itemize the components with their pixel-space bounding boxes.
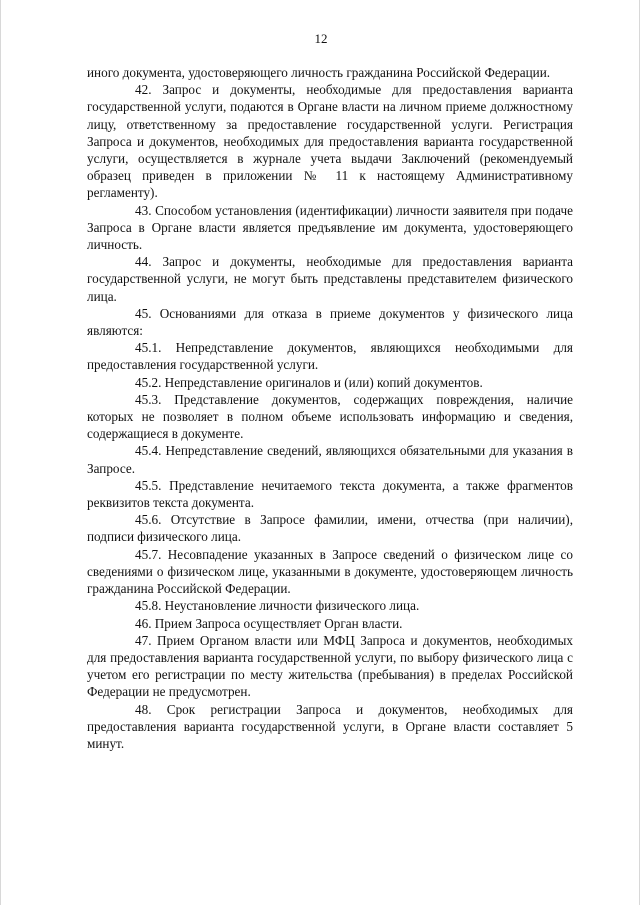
paragraph-42: 42. Запрос и документы, необходимые для предоставления варианта государственной услуги, подаются в Органе власти на личном приеме должностному лицу, ответственному за предоставление государственной услуги. Регистрация Запроса и документов, необходимых для предоставления варианта государственной услуги, осуществляется в журнале учета выдачи Заключений (рекомендуемый образец приведен в приложении № 11 к настоящему Административному регламенту). xyxy=(87,82,573,201)
paragraph-45-1: 45.1. Непредставление документов, являющихся необходимыми для предоставления государственной услуги. xyxy=(87,340,573,373)
paragraph-48: 48. Срок регистрации Запроса и документов, необходимых для предоставления варианта государственной услуги, в Органе власти составляет 5 минут. xyxy=(87,701,573,751)
paragraph-continuation: иного документа, удостоверяющего личность гражданина Российской Федерации. xyxy=(87,65,551,80)
paragraph-46: 46. Прием Запроса осуществляет Орган власти. xyxy=(135,615,403,631)
paragraph-45-7: 45.7. Несовпадение указанных в Запросе сведений о физическом лице со сведениями о физическом лице, указанными в документе, удостоверяющем личность гражданина Российской Федерации. xyxy=(87,546,573,597)
document-body xyxy=(87,64,573,752)
paragraph-45-8: 45.8. Неустановление личности физического лица. xyxy=(135,598,420,614)
paragraph-45-4: 45.4. Непредставление сведений, являющихся обязательными для указания в Запросе. xyxy=(87,443,573,476)
paragraph-45-6: 45.6. Отсутствие в Запросе фамилии, имени, отчества (при наличии), подписи физического лица. xyxy=(87,512,573,545)
paragraph-45-5: 45.5. Представление нечитаемого текста документа, а также фрагментов реквизитов текста документа. xyxy=(87,477,573,511)
paragraph-43: 43. Способом установления (идентификации) личности заявителя при подаче Запроса в Органе власти является предъявление им документа, удостоверяющего личность. xyxy=(87,202,573,253)
paragraph-44: 44. Запрос и документы, необходимые для предоставления варианта государственной услуги, не могут быть представлены представителем физического лица. xyxy=(87,254,573,304)
page-number: 12 xyxy=(314,31,328,46)
paragraph-47: 47. Прием Органом власти или МФЦ Запроса и документов, необходимых для предоставления варианта государственной услуги, по выбору физического лица с учетом его регистрации по месту жительства (пребывания) в пределах Российской Федерации не предусмотрен. xyxy=(87,632,573,700)
paragraph-45: 45. Основаниями для отказа в приеме документов у физического лица являются: xyxy=(87,305,573,339)
paragraph-45-3: 45.3. Представление документов, содержащих повреждения, наличие которых не позволяет в полном объеме использовать информацию и сведения, содержащиеся в документе. xyxy=(87,391,573,442)
paragraph-45-2: 45.2. Непредставление оригиналов и (или) копий документов. xyxy=(135,374,483,390)
